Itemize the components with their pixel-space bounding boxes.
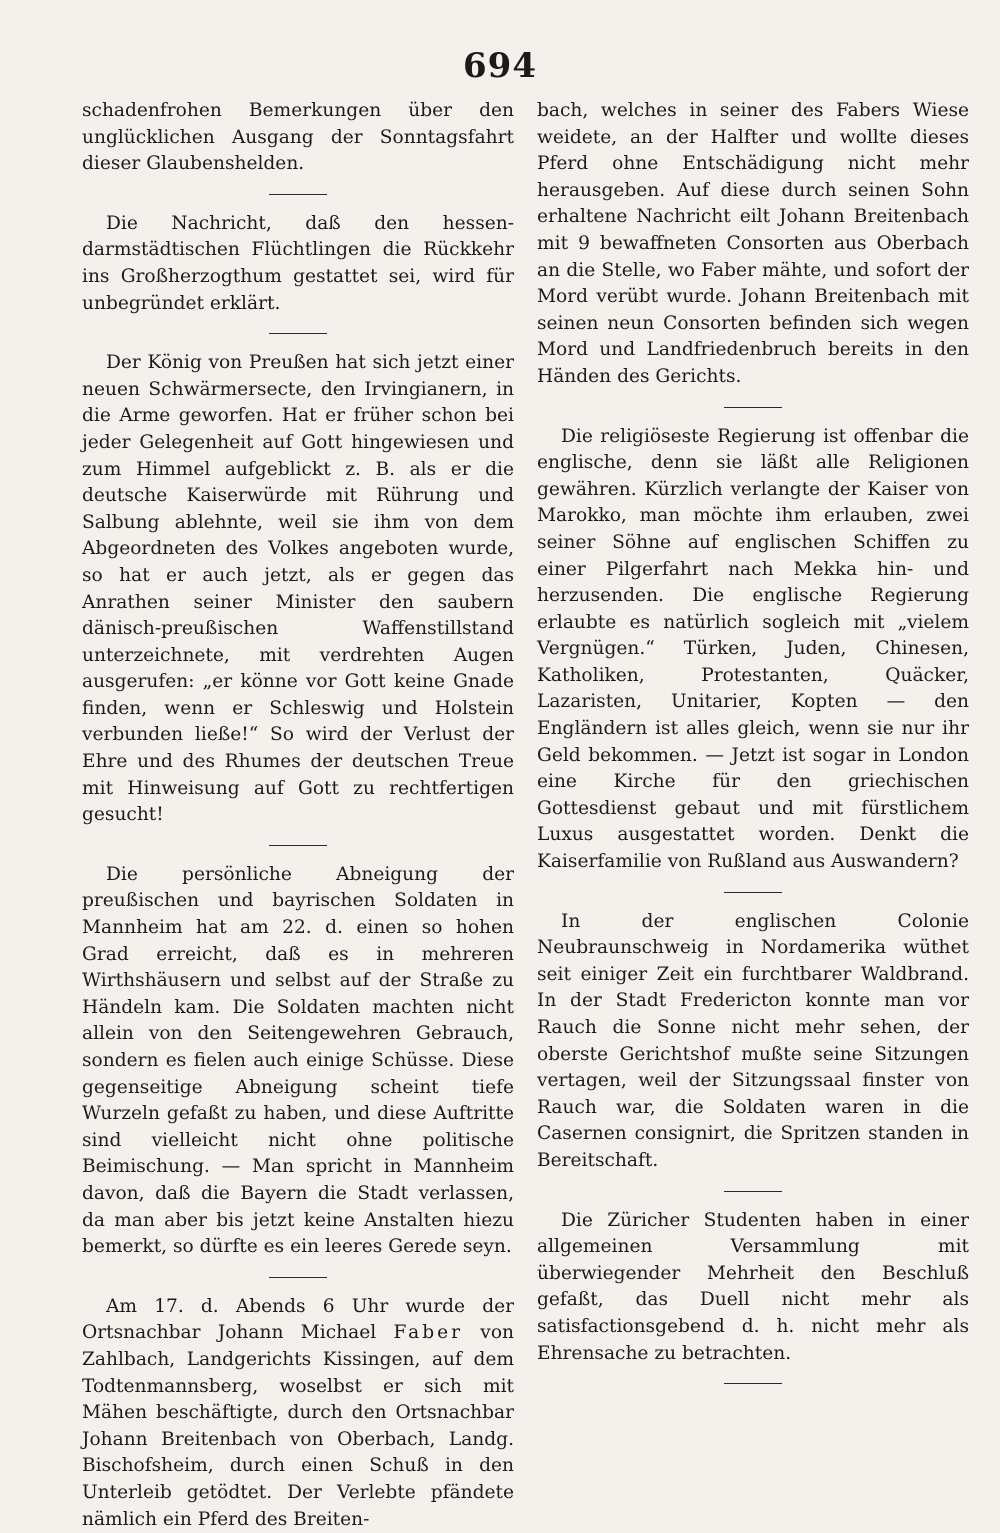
left-column — [82, 98, 514, 1533]
right-column — [537, 98, 969, 1400]
article-separator — [269, 333, 327, 334]
spaced-name: Faber — [393, 1322, 463, 1344]
paragraph-text: von Zahlbach, Landgerichts Kissingen, auf dem Todtenmannsberg, woselbst er sich mit Mähen beschäftigte, durch den Ortsnachbar Johann Breitenbach von Oberbach, Landg. Bischofsheim, durch einen Schuß in den Unterleib getödtet. Der Verlebte pfändete nämlich ein Pferd des Breiten- — [82, 1322, 514, 1530]
article-separator — [724, 1383, 782, 1384]
article-paragraph: Der König von Preußen hat sich jetzt einer neuen Schwärmersecte, den Irvingianern, in die Arme geworfen. Hat er früher schon bei jeder Gelegenheit auf Gott hingewiesen und zum Himmel aufgeblickt z. B. als er die deutsche Kaiserwürde mit Rührung und Salbung ablehnte, weil sie ihm von dem Abgeordneten des Volkes angeboten wurde, so hat er auch jetzt, als er gegen das Anrathen seiner Minister den saubern dänisch-preußischen Waffenstillstand unterzeichnete, mit verdrehten Augen ausgerufen: „er könne vor Gott keine Gnade finden, wenn er Schleswig und Holstein verbunden ließe!“ So wird der Verlust der Ehre und des Rhumes der deutschen Treue mit Hinweisung auf Gott zu rechtfertigen gesucht! — [82, 352, 514, 826]
article-paragraph: Die Züricher Studenten haben in einer allgemeinen Versammlung mit überwiegender Mehrheit den Beschluß gefaßt, das Duell nicht mehr als satisfactionsgebend d. h. nicht mehr als Ehrensache zu betrachten. — [537, 1209, 969, 1364]
paragraph-text: Am 17. d. Abends 6 Uhr wurde der Ortsnachbar Johann Michael — [82, 1295, 514, 1344]
article-separator — [724, 1191, 782, 1192]
article-separator — [724, 407, 782, 408]
article-paragraph — [82, 1294, 514, 1533]
article-paragraph: bach, welches in seiner des Fabers Wiese weidete, an der Halfter und wollte dieses Pferd ohne Entschädigung nicht mehr herausgeben. Auf diese durch seinen Sohn erhaltene Nachricht eilt Johann Breitenbach mit 9 bewaffneten Consorten aus Oberbach an die Stelle, wo Faber mähte, und sofort der Mord verübt wurde. Johann Breitenbach mit seinen neun Consorten befinden sich wegen Mord und Landfriedenbruch bereits in den Händen des Gerichts. — [537, 100, 969, 387]
article-paragraph: Die persönliche Abneigung der preußischen und bayrischen Soldaten in Mannheim hat am 22. d. einen so hohen Grad erreicht, daß es in mehreren Wirthshäusern und selbst auf der Straße zu Händeln kam. Die Soldaten machten nicht allein von den Seitengewehren Gebrauch, sondern es fielen auch einige Schüsse. Diese gegenseitige Abneigung scheint tiefe Wurzeln gefaßt zu haben, und diese Auftritte sind vielleicht nicht ohne politische Beimischung. — Man spricht in Mannheim davon, daß die Bayern die Stadt verlassen, da man aber bis jetzt keine Anstalten hiezu bemerkt, so dürfte es ein leeres Gerede seyn. — [82, 863, 514, 1258]
article-paragraph: schadenfrohen Bemerkungen über den unglücklichen Ausgang der Sonntagsfahrt dieser Glaubenshelden. — [82, 100, 514, 175]
article-paragraph: Die Nachricht, daß den hessen-darmstädtischen Flüchtlingen die Rückkehr ins Großherzogthum gestattet sei, wird für unbegründet erklärt. — [82, 212, 514, 314]
article-separator — [269, 194, 327, 195]
article-paragraph: In der englischen Colonie Neubraunschweig in Nordamerika wüthet seit einiger Zeit ein furchtbarer Waldbrand. In der Stadt Fredericton konnte man vor Rauch die Sonne nicht mehr sehen, der oberste Gerichtshof mußte seine Sitzungen vertagen, weil der Sitzungssaal finster von Rauch war, die Soldaten waren in die Casernen consignirt, die Spritzen standen in Bereitschaft. — [537, 910, 969, 1171]
article-separator — [269, 845, 327, 846]
article-paragraph: Die religiöseste Regierung ist offenbar die englische, denn sie läßt alle Religionen gewähren. Kürzlich verlangte der Kaiser von Marokko, man möchte ihm erlauben, zwei seiner Söhne auf englischen Schiffen zu einer Pilgerfahrt nach Mekka hin- und herzusenden. Die englische Regierung erlaubte es natürlich sogleich mit „vielem Vergnügen.“ Türken, Juden, Chinesen, Katholiken, Protestanten, Quäcker, Lazaristen, Unitarier, Kopten — den Engländern ist alles gleich, wenn sie nur ihr Geld bekommen. — Jetzt ist sogar in London eine Kirche für den griechischen Gottesdienst gebaut und mit fürstlichem Luxus ausgestattet worden. Denkt die Kaiserfamilie von Rußland aus Auswandern? — [537, 425, 969, 873]
article-separator — [269, 1277, 327, 1278]
article-separator — [724, 892, 782, 893]
page-number: 694 — [463, 46, 537, 86]
